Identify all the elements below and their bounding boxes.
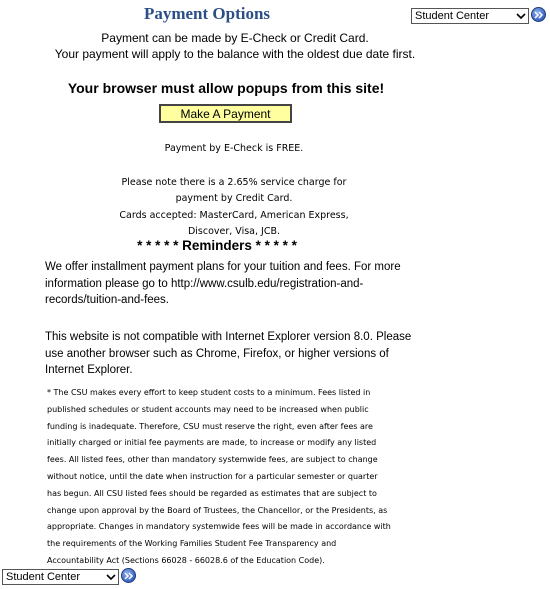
student-center-select[interactable] [411, 8, 529, 24]
go-button[interactable] [531, 7, 546, 22]
intro-line-2: Your payment will apply to the balance with the oldest due date first. [54, 47, 416, 61]
disclaimer-line: fees. All listed fees, other than mandatory systemwide fees, are subject to change [47, 455, 378, 465]
disclaimer-line: published schedules or student accounts may need to be increased when public [47, 404, 369, 414]
double-chevron-right-icon [124, 572, 134, 580]
service-charge-line: payment by Credit Card. [175, 193, 293, 205]
disclaimer-line: Accountability Act (Sections 66028 - 66028.6 of the Education Code). [47, 555, 325, 565]
paragraph-line: records/tuition-and-fees. [45, 294, 170, 306]
student-center-select-bottom[interactable] [2, 569, 119, 585]
double-chevron-right-icon [534, 11, 544, 19]
echeck-note: Payment by E-Check is FREE. [164, 143, 304, 154]
disclaimer-line: initially charged or initial fee payments are made, to increase or modify any listed [47, 438, 377, 448]
chevron-down-icon [104, 570, 118, 584]
disclaimer-line: funding is inadequate. Therefore, CSU must reserve the right, even after fees are [47, 421, 373, 431]
reminders-heading: * * * * * Reminders * * * * * [137, 238, 297, 253]
chevron-down-icon [514, 9, 528, 23]
paragraph-line: information please go to http://www.csulb.edu/registration-and- [45, 277, 364, 290]
paragraph-line: Internet Explorer. [45, 364, 133, 376]
service-charge-line: Please note there is a 2.65% service charge for [121, 177, 347, 188]
disclaimer-line: has begun. All CSU listed fees should be regarded as estimates that are subject to [47, 488, 377, 498]
intro-line-1: Payment can be made by E-Check or Credit Card. [101, 31, 369, 45]
paragraph-line: use another browser such as Chrome, Firefox, or higher versions of [45, 347, 389, 360]
disclaimer-line: without notice, until the date when instruction for a particular semester or quarter [47, 471, 378, 481]
select-value: Student Center [415, 10, 489, 22]
paragraph-line: This website is not compatible with Internet Explorer version 8.0. Please [45, 331, 412, 343]
popup-warning: Your browser must allow popups from this site! [67, 80, 385, 96]
fee-disclaimer [47, 385, 417, 570]
disclaimer-line: * The CSU makes every effort to keep student costs to a minimum. Fees listed in [47, 388, 371, 397]
disclaimer-line: the requirements of the Working Families Student Fee Transparency and [47, 539, 337, 549]
page-title: Payment Options [143, 4, 271, 23]
select-value: Student Center [6, 571, 80, 583]
go-button-bottom[interactable] [121, 568, 136, 583]
paragraph-line: We offer installment payment plans for your tuition and fees. For more [45, 261, 401, 273]
disclaimer-line: appropriate. Changes in mandatory systemwide fees will be made in accordance with [47, 522, 391, 532]
cards-accepted-line: Cards accepted: MasterCard, American Express, [119, 209, 349, 221]
cards-accepted-line: Discover, Visa, JCB. [187, 225, 281, 237]
service-charge-notice [0, 175, 468, 240]
disclaimer-line: change upon approval by the Board of Trustees, the Chancellor, or the Presidents, as [47, 505, 388, 515]
make-payment-button[interactable]: Make A Payment [159, 104, 292, 123]
installment-paragraph [45, 259, 417, 309]
ie-compatibility-notice [45, 329, 417, 379]
